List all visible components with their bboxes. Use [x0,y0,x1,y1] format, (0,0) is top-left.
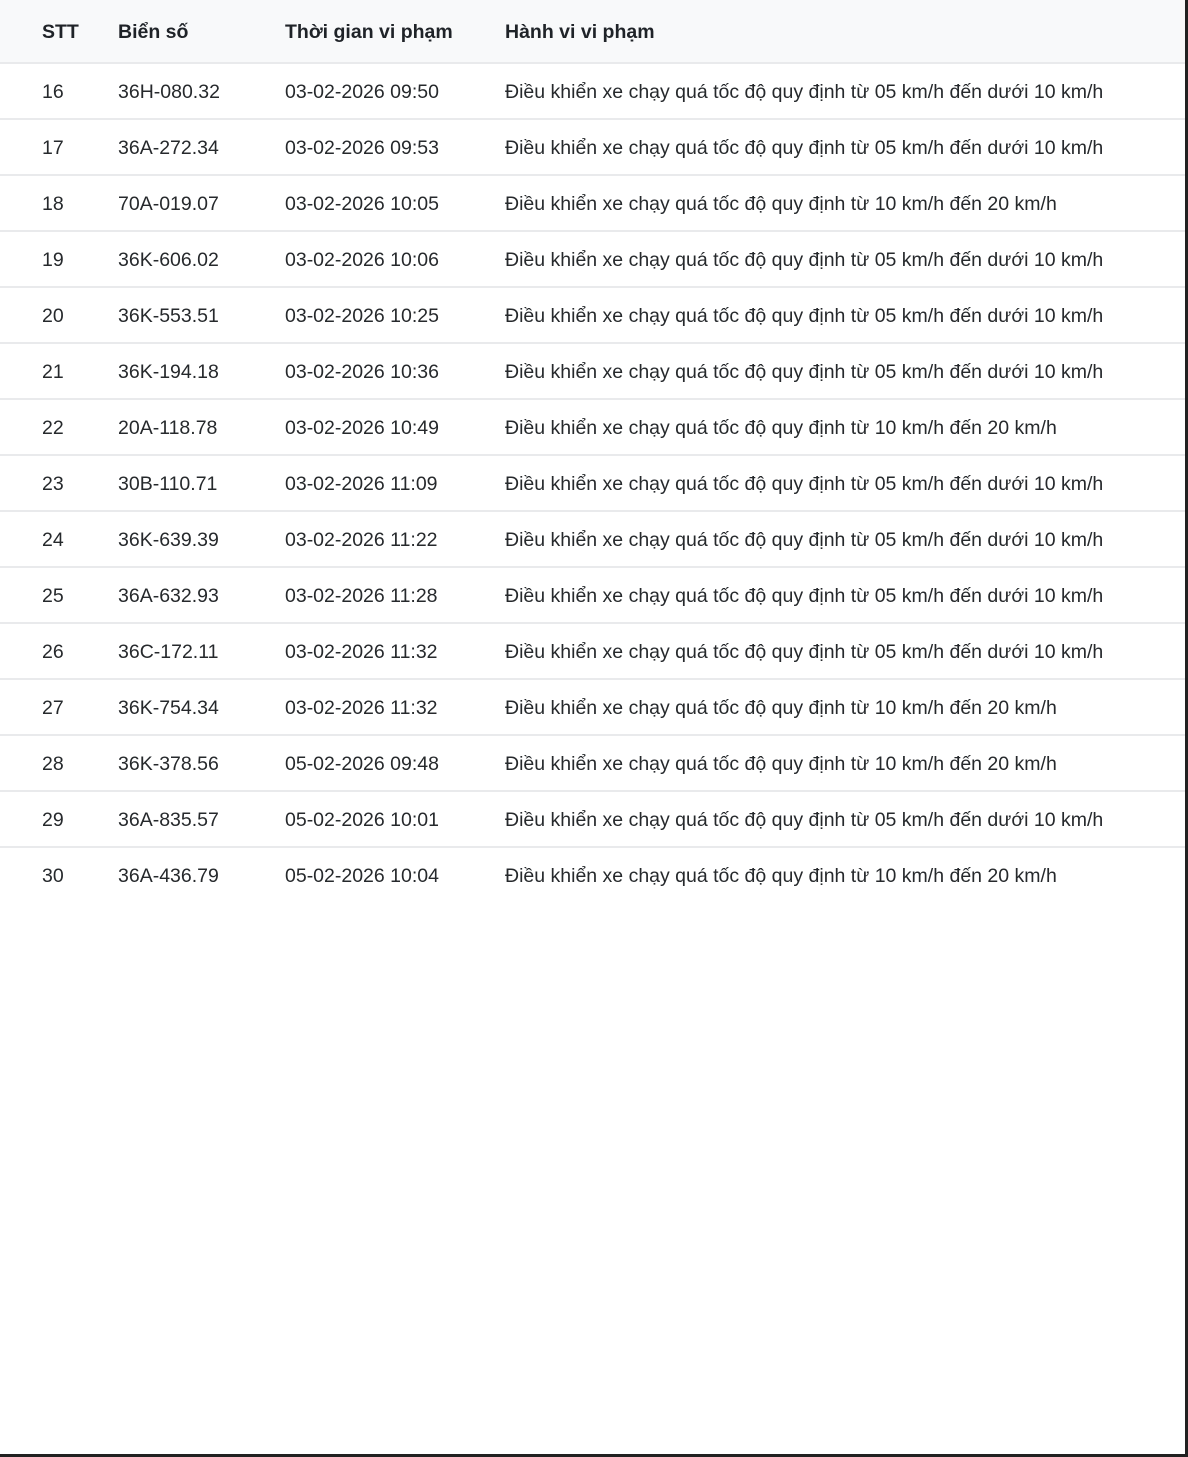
cell-plate: 36K-639.39 [118,511,285,567]
cell-stt: 16 [0,63,118,119]
header-cell-plate: Biển số [118,0,285,63]
cell-time: 03-02-2026 10:25 [285,287,505,343]
table-row [0,679,1185,735]
cell-plate: 30B-110.71 [118,455,285,511]
cell-stt: 28 [0,735,118,791]
table-row [0,735,1185,791]
cell-violation: Điều khiển xe chạy quá tốc độ quy định từ 10 km/h đến 20 km/h [505,679,1185,735]
cell-plate: 36A-632.93 [118,567,285,623]
table-row [0,343,1185,399]
cell-stt: 29 [0,791,118,847]
cell-time: 03-02-2026 10:05 [285,175,505,231]
cell-stt: 18 [0,175,118,231]
cell-time: 03-02-2026 11:32 [285,623,505,679]
cell-plate: 20A-118.78 [118,399,285,455]
cell-plate: 36K-378.56 [118,735,285,791]
table-row [0,175,1185,231]
cell-time: 05-02-2026 10:01 [285,791,505,847]
table-row [0,511,1185,567]
table-row [0,623,1185,679]
cell-time: 03-02-2026 11:32 [285,679,505,735]
header-cell-violation: Hành vi vi phạm [505,0,1185,63]
cell-time: 03-02-2026 11:22 [285,511,505,567]
cell-violation: Điều khiển xe chạy quá tốc độ quy định từ 05 km/h đến dưới 10 km/h [505,231,1185,287]
cell-time: 03-02-2026 10:06 [285,231,505,287]
cell-time: 03-02-2026 11:28 [285,567,505,623]
cell-time: 05-02-2026 10:04 [285,847,505,902]
cell-stt: 24 [0,511,118,567]
cell-violation: Điều khiển xe chạy quá tốc độ quy định từ 10 km/h đến 20 km/h [505,847,1185,902]
cell-plate: 36H-080.32 [118,63,285,119]
table-row [0,287,1185,343]
table-row [0,791,1185,847]
cell-stt: 17 [0,119,118,175]
cell-time: 03-02-2026 09:50 [285,63,505,119]
cell-plate: 36A-436.79 [118,847,285,902]
cell-plate: 36C-172.11 [118,623,285,679]
table-row [0,567,1185,623]
cell-violation: Điều khiển xe chạy quá tốc độ quy định từ 05 km/h đến dưới 10 km/h [505,63,1185,119]
table-header-row [0,0,1185,63]
header-cell-stt: STT [0,0,118,63]
table-row [0,847,1185,902]
cell-stt: 22 [0,399,118,455]
cell-violation: Điều khiển xe chạy quá tốc độ quy định từ 05 km/h đến dưới 10 km/h [505,567,1185,623]
table-row [0,63,1185,119]
cell-time: 03-02-2026 10:49 [285,399,505,455]
cell-violation: Điều khiển xe chạy quá tốc độ quy định từ 10 km/h đến 20 km/h [505,175,1185,231]
cell-stt: 20 [0,287,118,343]
cell-time: 03-02-2026 10:36 [285,343,505,399]
table-body [0,63,1185,902]
cell-violation: Điều khiển xe chạy quá tốc độ quy định từ 05 km/h đến dưới 10 km/h [505,287,1185,343]
cell-plate: 36K-553.51 [118,287,285,343]
cell-plate: 36K-606.02 [118,231,285,287]
cell-plate: 36A-835.57 [118,791,285,847]
cell-stt: 19 [0,231,118,287]
cell-violation: Điều khiển xe chạy quá tốc độ quy định từ 05 km/h đến dưới 10 km/h [505,119,1185,175]
cell-stt: 27 [0,679,118,735]
cell-stt: 30 [0,847,118,902]
cell-violation: Điều khiển xe chạy quá tốc độ quy định từ 05 km/h đến dưới 10 km/h [505,455,1185,511]
table-row [0,399,1185,455]
cell-violation: Điều khiển xe chạy quá tốc độ quy định từ 10 km/h đến 20 km/h [505,399,1185,455]
header-cell-time: Thời gian vi phạm [285,0,505,63]
cell-stt: 26 [0,623,118,679]
cell-plate: 36K-754.34 [118,679,285,735]
cell-time: 03-02-2026 09:53 [285,119,505,175]
table-row [0,119,1185,175]
cell-plate: 36A-272.34 [118,119,285,175]
cell-violation: Điều khiển xe chạy quá tốc độ quy định từ 05 km/h đến dưới 10 km/h [505,343,1185,399]
table-row [0,231,1185,287]
table-row [0,455,1185,511]
cell-violation: Điều khiển xe chạy quá tốc độ quy định từ 05 km/h đến dưới 10 km/h [505,511,1185,567]
cell-time: 05-02-2026 09:48 [285,735,505,791]
cell-stt: 21 [0,343,118,399]
cell-plate: 36K-194.18 [118,343,285,399]
cell-plate: 70A-019.07 [118,175,285,231]
cell-time: 03-02-2026 11:09 [285,455,505,511]
cell-stt: 25 [0,567,118,623]
cell-violation: Điều khiển xe chạy quá tốc độ quy định từ 05 km/h đến dưới 10 km/h [505,623,1185,679]
cell-violation: Điều khiển xe chạy quá tốc độ quy định từ 05 km/h đến dưới 10 km/h [505,791,1185,847]
cell-stt: 23 [0,455,118,511]
cell-violation: Điều khiển xe chạy quá tốc độ quy định từ 10 km/h đến 20 km/h [505,735,1185,791]
